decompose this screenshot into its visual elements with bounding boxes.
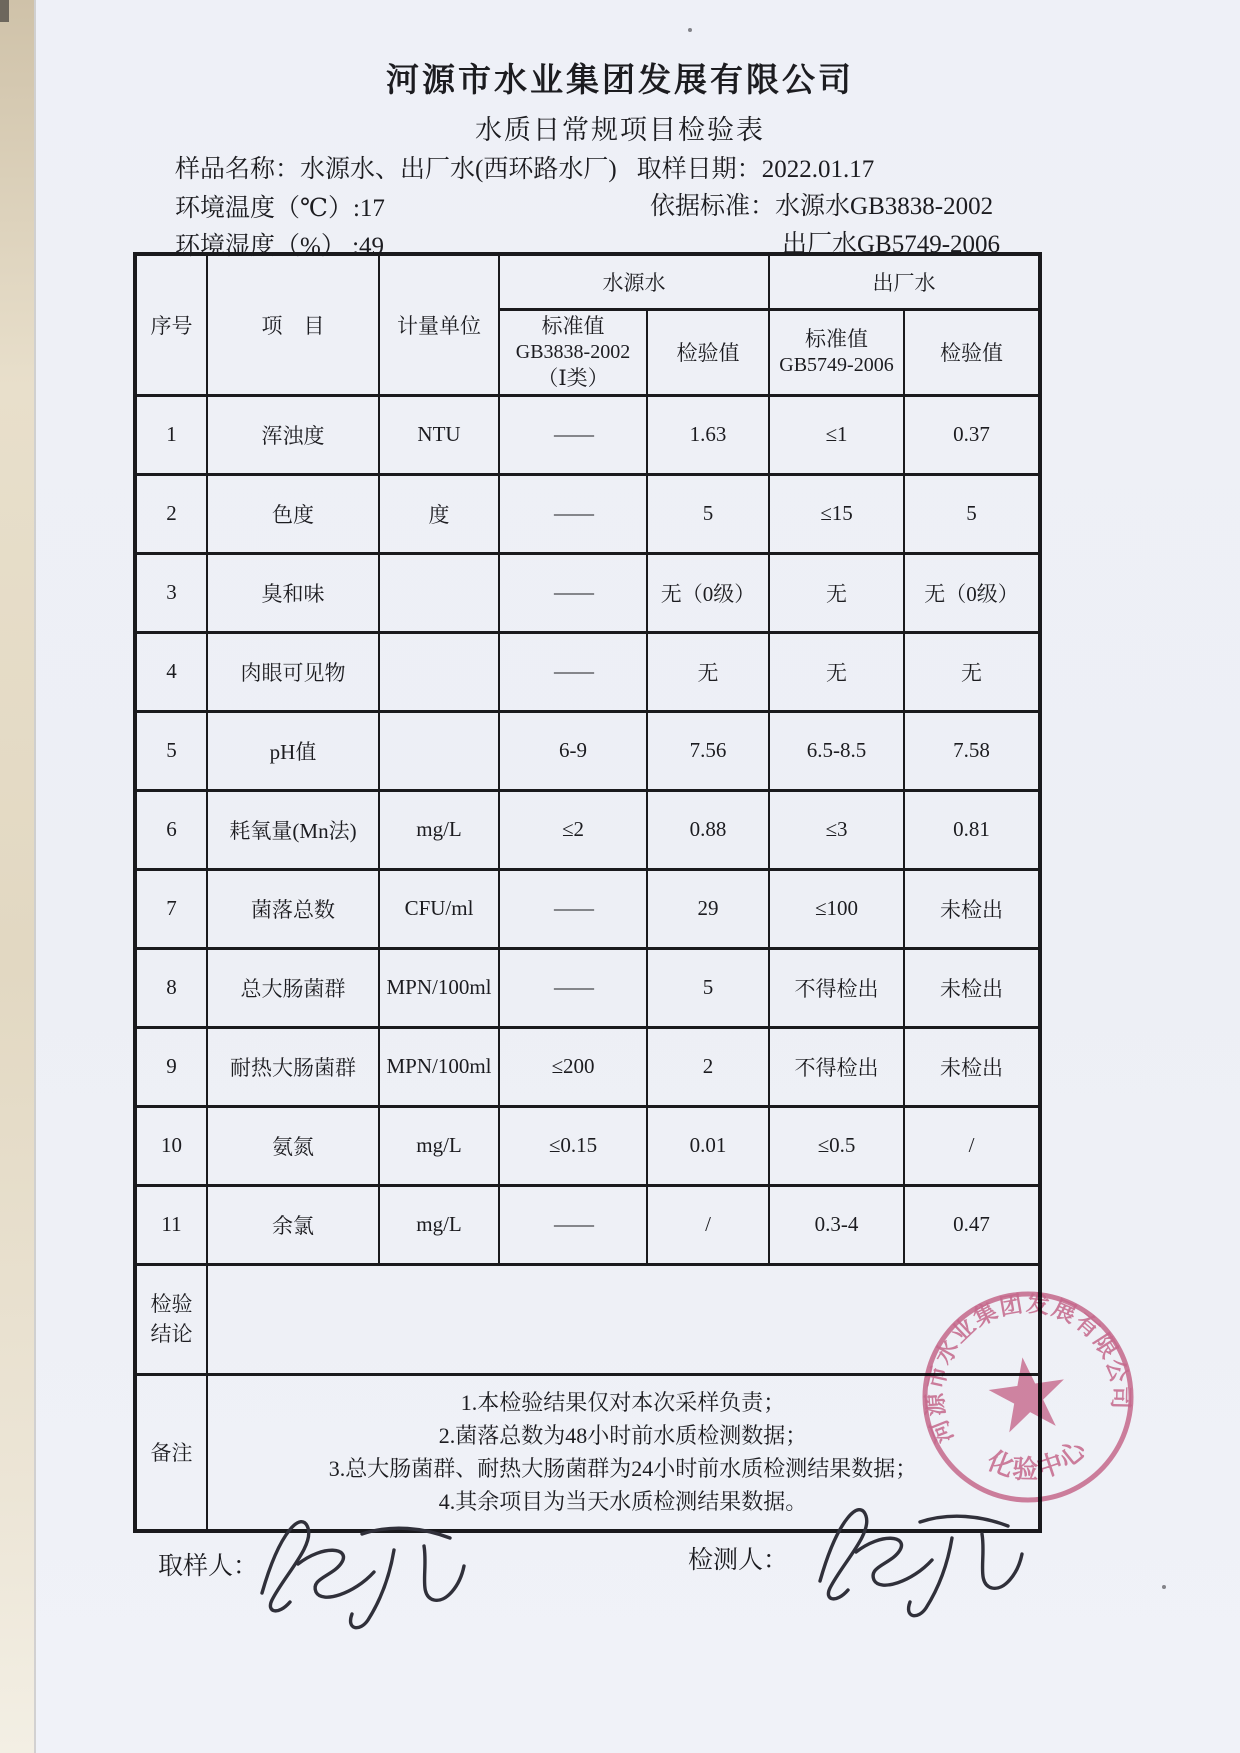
row-outlet-standard: 0.3-4 <box>769 1185 904 1264</box>
remark-line-1: 1.本检验结果仅对本次采样负责； <box>460 1390 786 1416</box>
outlet-standard-line2: GB5749-2006 <box>779 354 894 376</box>
row-source-value: 1.63 <box>647 395 769 474</box>
row-no: 5 <box>135 711 207 790</box>
sampler-signature <box>232 1498 502 1648</box>
row-item: 耐热大肠菌群 <box>207 1027 379 1106</box>
row-no: 6 <box>135 790 207 869</box>
row-no: 9 <box>135 1027 207 1106</box>
row-source-value: 5 <box>647 948 769 1027</box>
row-unit: CFU/ml <box>379 869 499 948</box>
source-standard-line2: GB3838-2002 <box>515 341 631 363</box>
row-source-value: 29 <box>647 869 769 948</box>
tester-label: 检测人： <box>688 1547 789 1574</box>
row-outlet-standard: 无 <box>769 632 904 711</box>
sampling-date-value: 2022.01.17 <box>761 156 875 183</box>
col-header-unit: 计量单位 <box>379 254 499 395</box>
row-unit: NTU <box>379 395 499 474</box>
table-row <box>135 1027 1040 1106</box>
env-humidity: 环境湿度（%） :49 <box>175 233 385 260</box>
row-source-standard: —— <box>499 869 647 948</box>
row-outlet-standard: 不得检出 <box>769 948 904 1027</box>
row-outlet-standard: ≤1 <box>769 395 904 474</box>
row-unit <box>379 553 499 632</box>
row-source-value: 无（0级） <box>647 553 769 632</box>
row-unit: mg/L <box>379 790 499 869</box>
conclusion-label <box>135 1264 207 1374</box>
row-outlet-value: / <box>904 1106 1040 1185</box>
col-header-outlet-standard <box>769 309 904 395</box>
table-row <box>135 711 1040 790</box>
remark-line-3: 3.总大肠菌群、耐热大肠菌群为24小时前水质检测结果数据； <box>328 1456 918 1482</box>
scan-edge-line <box>34 0 36 1753</box>
table-row <box>135 474 1040 553</box>
sample-name-value: 水源水、出厂水(西环路水厂) <box>300 156 617 183</box>
row-outlet-value: 未检出 <box>904 1027 1040 1106</box>
row-outlet-value: 未检出 <box>904 869 1040 948</box>
row-outlet-value: 7.58 <box>904 711 1040 790</box>
sampling-date-label: 取样日期： <box>636 156 762 183</box>
source-standard-line1: 标准值 <box>541 314 605 338</box>
star-icon <box>985 1352 1070 1434</box>
row-unit <box>379 632 499 711</box>
col-header-outlet-checkvalue: 检验值 <box>904 309 1040 395</box>
basis-outlet-water: 出厂水GB5749-2006 <box>782 231 1001 258</box>
tester-signature <box>760 1486 1090 1636</box>
row-outlet-standard: ≤100 <box>769 869 904 948</box>
row-item: 氨氮 <box>207 1106 379 1185</box>
row-source-value: 2 <box>647 1027 769 1106</box>
company-seal-stamp <box>903 1272 1153 1522</box>
table-row <box>135 395 1040 474</box>
row-source-standard: ≤0.15 <box>499 1106 647 1185</box>
row-item: 肉眼可见物 <box>207 632 379 711</box>
table-row <box>135 632 1040 711</box>
conclusion-label-line1: 检验 <box>150 1292 193 1316</box>
source-standard-line3: （Ⅰ类） <box>537 366 609 390</box>
remark-line-2: 2.菌落总数为48小时前水质检测数据； <box>438 1423 808 1449</box>
table-row <box>135 1106 1040 1185</box>
row-source-value: 0.01 <box>647 1106 769 1185</box>
row-no: 11 <box>135 1185 207 1264</box>
row-outlet-value: 无（0级） <box>904 553 1040 632</box>
row-outlet-standard: 无 <box>769 553 904 632</box>
row-item: pH值 <box>207 711 379 790</box>
row-no: 1 <box>135 395 207 474</box>
row-outlet-value: 无 <box>904 632 1040 711</box>
row-no: 2 <box>135 474 207 553</box>
row-unit: mg/L <box>379 1106 499 1185</box>
table-header-row-1 <box>135 254 1040 309</box>
row-source-value: 无 <box>647 632 769 711</box>
sample-info-line <box>175 149 874 185</box>
scan-speck <box>1162 1585 1166 1589</box>
row-unit <box>379 711 499 790</box>
row-no: 3 <box>135 553 207 632</box>
row-no: 4 <box>135 632 207 711</box>
col-header-source-standard <box>499 309 647 395</box>
row-source-value: 0.88 <box>647 790 769 869</box>
row-outlet-value: 0.47 <box>904 1185 1040 1264</box>
col-header-no: 序号 <box>135 254 207 395</box>
col-header-source-checkvalue: 检验值 <box>647 309 769 395</box>
scan-speck <box>688 28 692 32</box>
row-source-standard: —— <box>499 474 647 553</box>
row-outlet-standard: 6.5-8.5 <box>769 711 904 790</box>
row-outlet-standard: ≤15 <box>769 474 904 553</box>
table-row <box>135 553 1040 632</box>
row-source-standard: 6-9 <box>499 711 647 790</box>
row-item: 色度 <box>207 474 379 553</box>
row-source-standard: —— <box>499 553 647 632</box>
basis-source-water: 水源水GB3838-2002 <box>775 193 994 220</box>
sampler-label: 取样人： <box>158 1553 259 1580</box>
page-title: 水质日常规项目检验表 <box>475 115 765 145</box>
group-header-source-water: 水源水 <box>499 254 769 309</box>
conclusion-label-line2: 结论 <box>150 1322 193 1346</box>
basis-label: 依据标准： <box>650 193 776 220</box>
row-item: 余氯 <box>207 1185 379 1264</box>
row-item: 耗氧量(Mn法) <box>207 790 379 869</box>
standard-basis-line <box>650 186 993 222</box>
scan-edge-band <box>0 0 34 1753</box>
row-item: 浑浊度 <box>207 395 379 474</box>
row-outlet-value: 5 <box>904 474 1040 553</box>
row-source-standard: —— <box>499 395 647 474</box>
row-unit: MPN/100ml <box>379 1027 499 1106</box>
row-outlet-standard: ≤3 <box>769 790 904 869</box>
row-source-value: 7.56 <box>647 711 769 790</box>
row-unit: mg/L <box>379 1185 499 1264</box>
seal-bottom-text: 化验中心 <box>983 1433 1093 1485</box>
row-outlet-value: 未检出 <box>904 948 1040 1027</box>
seal-ring-text: 河源市水业集团发展有限公司 <box>922 1290 1134 1447</box>
scan-corner-notch <box>0 0 9 22</box>
table-row <box>135 869 1040 948</box>
company-title: 河源市水业集团发展有限公司 <box>386 63 854 99</box>
remark-line-4: 4.其余项目为当天水质检测结果数据。 <box>438 1489 808 1515</box>
row-outlet-value: 0.37 <box>904 395 1040 474</box>
row-item: 总大肠菌群 <box>207 948 379 1027</box>
row-source-value: 5 <box>647 474 769 553</box>
row-source-standard: —— <box>499 1185 647 1264</box>
row-no: 8 <box>135 948 207 1027</box>
row-outlet-standard: ≤0.5 <box>769 1106 904 1185</box>
group-header-outlet-water: 出厂水 <box>769 254 1040 309</box>
row-outlet-standard: 不得检出 <box>769 1027 904 1106</box>
row-source-standard: ≤2 <box>499 790 647 869</box>
row-item: 臭和味 <box>207 553 379 632</box>
sample-name-label: 样品名称： <box>175 156 301 183</box>
row-unit: MPN/100ml <box>379 948 499 1027</box>
row-outlet-value: 0.81 <box>904 790 1040 869</box>
outlet-standard-line1: 标准值 <box>805 327 868 351</box>
table-row <box>135 790 1040 869</box>
row-source-standard: ≤200 <box>499 1027 647 1106</box>
col-header-item: 项 目 <box>207 254 379 395</box>
row-item: 菌落总数 <box>207 869 379 948</box>
table-row <box>135 948 1040 1027</box>
row-source-standard: —— <box>499 632 647 711</box>
row-source-value: / <box>647 1185 769 1264</box>
row-no: 7 <box>135 869 207 948</box>
remark-label: 备注 <box>135 1374 207 1531</box>
row-unit: 度 <box>379 474 499 553</box>
env-temperature: 环境温度（℃）:17 <box>175 195 385 222</box>
row-no: 10 <box>135 1106 207 1185</box>
table-row <box>135 1185 1040 1264</box>
svg-text:化验中心 <box>979 1432 1096 1492</box>
row-source-standard: —— <box>499 948 647 1027</box>
